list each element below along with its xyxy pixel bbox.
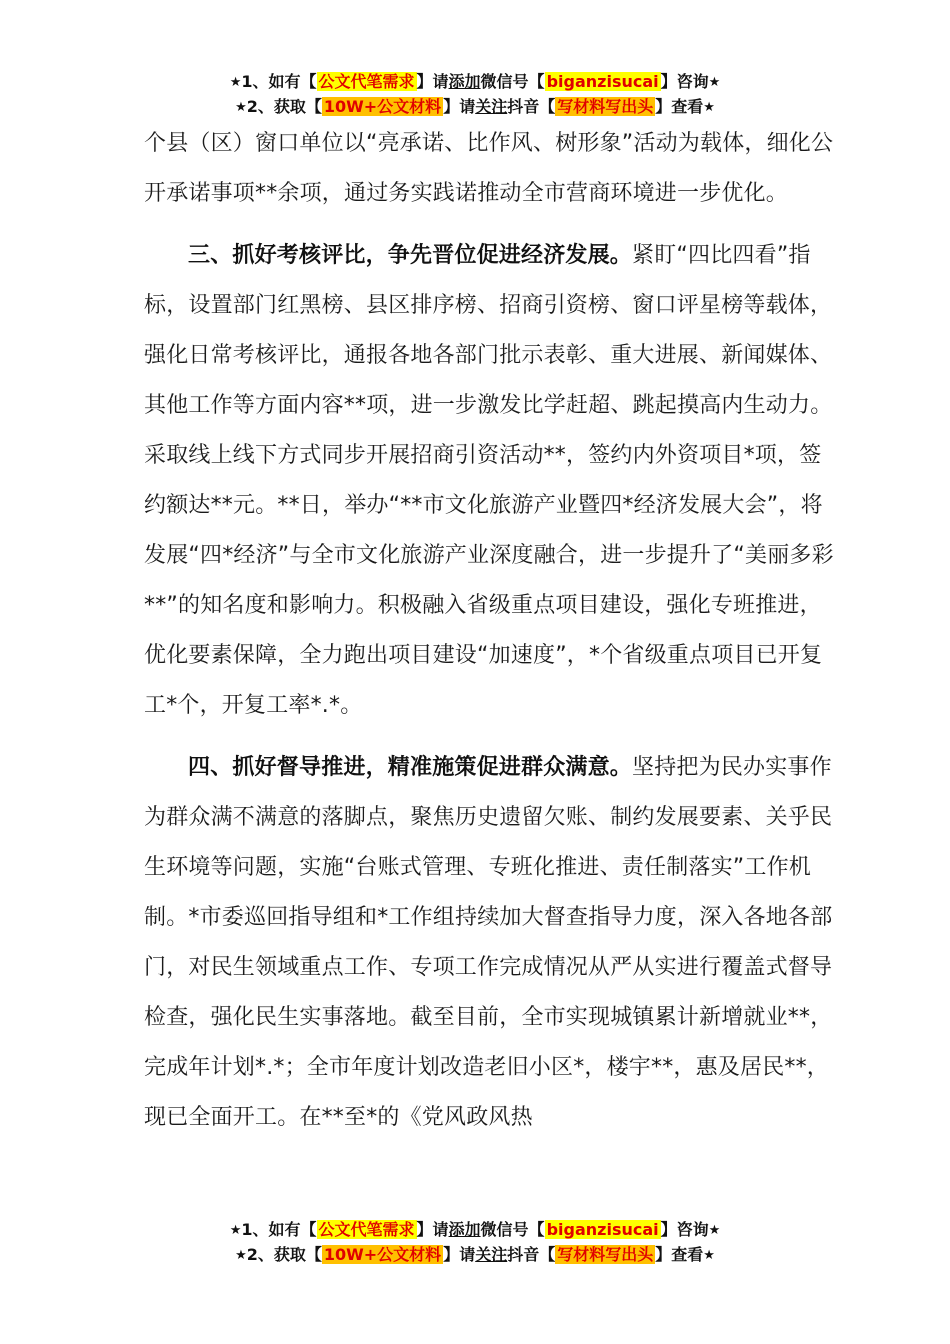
highlight-douyin: 写材料写出头 — [557, 97, 654, 116]
star-icon: ★ — [708, 75, 721, 90]
banner-text: 抖音【 — [507, 97, 556, 116]
star-icon: ★ — [235, 100, 247, 115]
paragraph-4 — [144, 743, 834, 1143]
star-icon: ★ — [235, 1248, 247, 1263]
star-icon: ★ — [703, 1248, 715, 1263]
banner-text: 2、获取【 — [246, 1245, 322, 1264]
highlight-materials: 10W+公文材料 — [323, 1245, 442, 1264]
paragraph-continued: 个县（区）窗口单位以“亮承诺、比作风、树形象”活动为载体，细化公开承诺事项**余项，通过务实践诺推动全市营商环境进一步优化。 — [144, 131, 834, 206]
banner-text: 1、如有【 — [241, 1220, 317, 1239]
banner-text: 1、如有【 — [241, 72, 317, 91]
banner-text: 】查看 — [655, 97, 704, 116]
banner-text: 微信号【 — [480, 72, 545, 91]
star-icon: ★ — [229, 75, 242, 90]
highlight-douyin: 写材料写出头 — [557, 1245, 654, 1264]
banner-text: 抖音【 — [507, 1245, 556, 1264]
banner-emphasis: 添加 — [448, 1220, 481, 1239]
banner-text: 】请 — [416, 1220, 449, 1239]
banner-emphasis: 关注 — [475, 97, 508, 116]
highlight-wechat-id: biganzisucai — [546, 72, 659, 91]
section-heading-3: 三、抓好考核评比，争先晋位促进经济发展。 — [188, 243, 633, 268]
highlight-service: 公文代笔需求 — [318, 1220, 415, 1239]
star-icon: ★ — [703, 100, 715, 115]
banner-text: 微信号【 — [480, 1220, 545, 1239]
banner-text: 】咨询 — [660, 1220, 709, 1239]
highlight-wechat-id: biganzisucai — [546, 1220, 659, 1239]
paragraph-3-text: 紧盯“四比四看”指标，设置部门红黑榜、县区排序榜、招商引资榜、窗口评星榜等载体，强化日常考核评比，通报各地各部门批示表彰、重大进展、新闻媒体、其他工作等方面内容**项，进一步激发比学赶超、跳起摸高内生动力。采取线上线下方式同步开展招商引资活动**，签约内外资项目*项，签约额达**元。**日，举办“**市文化旅游产业暨四*经济发展大会”，将发展“四*经济”与全市文化旅游产业深度融合，进一步提升了“美丽多彩**”的知名度和影响力。积极融入省级重点项目建设，强化专班推进，优化要素保障，全力跑出项目建设“加速度”，*个省级重点项目已开复工*个，开复工率*.*。 — [144, 243, 834, 718]
banner-line-1 — [0, 70, 950, 95]
highlight-materials: 10W+公文材料 — [323, 97, 442, 116]
banner-text: 2、获取【 — [246, 97, 322, 116]
document-body — [144, 119, 834, 1143]
banner-line-2 — [0, 1243, 950, 1268]
banner-text: 】请 — [443, 97, 476, 116]
paragraph-4-text: 坚持把为民办实事作为群众满不满意的落脚点，聚焦历史遗留欠账、制约发展要素、关乎民生环境等问题，实施“台账式管理、专班化推进、责任制落实”工作机制。*市委巡回指导组和*工作组持续加大督查指导力度，深入各地各部门，对民生领域重点工作、专项工作完成情况从严从实进行覆盖式督导检查，强化民生实事落地。截至目前，全市实现城镇累计新增就业**，完成年计划*.*；全市年度计划改造老旧小区*，楼宇**，惠及居民**，现已全面开工。在**至*的《党风政风热 — [144, 755, 833, 1130]
banner-text: 】请 — [443, 1245, 476, 1264]
star-icon: ★ — [708, 1223, 721, 1238]
banner-emphasis: 关注 — [475, 1245, 508, 1264]
paragraph-3 — [144, 231, 834, 731]
banner-text: 】咨询 — [660, 72, 709, 91]
footer-banner — [0, 1218, 950, 1268]
banner-emphasis: 添加 — [448, 72, 481, 91]
banner-line-2 — [0, 95, 950, 120]
section-heading-4: 四、抓好督导推进，精准施策促进群众满意。 — [188, 755, 633, 780]
highlight-service: 公文代笔需求 — [318, 72, 415, 91]
banner-line-1 — [0, 1218, 950, 1243]
banner-text: 】请 — [416, 72, 449, 91]
header-banner — [0, 70, 950, 120]
star-icon: ★ — [229, 1223, 242, 1238]
banner-text: 】查看 — [655, 1245, 704, 1264]
